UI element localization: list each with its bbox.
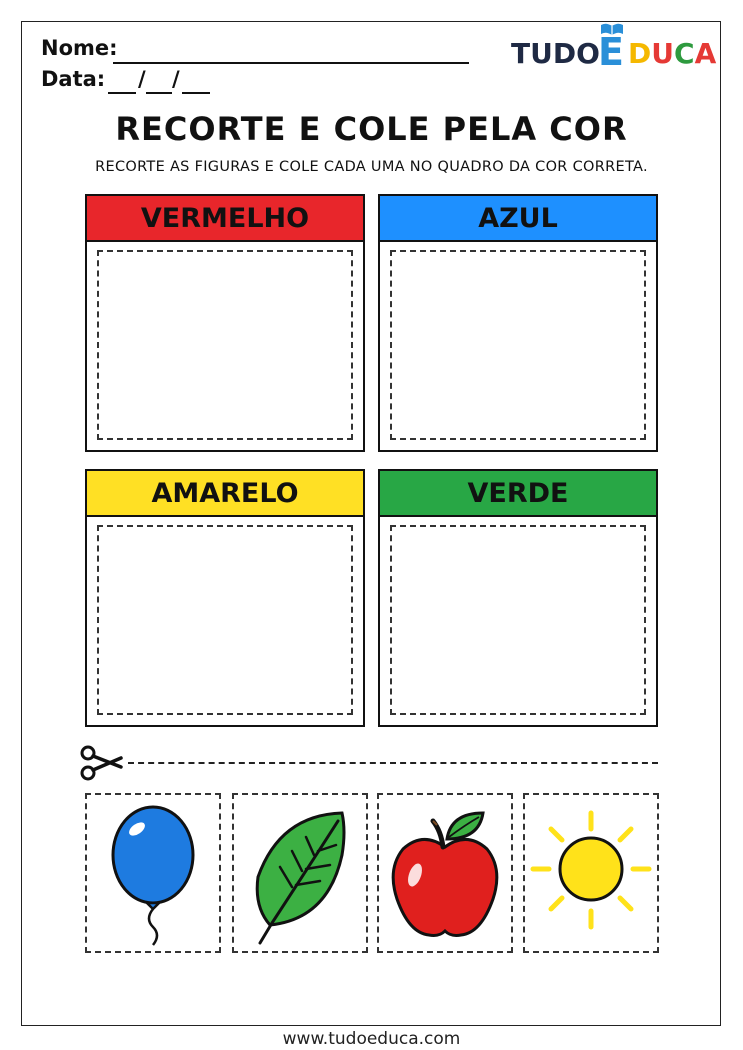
date-day-line[interactable] bbox=[108, 92, 136, 94]
color-box-red bbox=[85, 194, 365, 452]
logo-part-3 bbox=[628, 37, 716, 70]
color-box-green bbox=[378, 469, 658, 727]
logo-letter: U bbox=[651, 37, 674, 70]
paste-area[interactable] bbox=[390, 525, 646, 715]
paste-area[interactable] bbox=[390, 250, 646, 440]
apple-icon bbox=[379, 795, 511, 951]
page-title: RECORTE E COLE PELA COR bbox=[115, 110, 628, 148]
date-slash: / bbox=[172, 67, 180, 91]
color-box-blue bbox=[378, 194, 658, 452]
scissors-icon bbox=[79, 745, 123, 781]
cut-card-balloon[interactable] bbox=[85, 793, 221, 953]
paste-area[interactable] bbox=[97, 250, 353, 440]
color-box-header: VERMELHO bbox=[87, 196, 363, 242]
balloon-icon bbox=[87, 795, 219, 951]
date-label: Data: bbox=[41, 67, 106, 91]
cut-card-sun[interactable] bbox=[523, 793, 659, 953]
name-input-line[interactable] bbox=[113, 62, 469, 64]
cut-card-leaf[interactable] bbox=[232, 793, 368, 953]
color-box-header: AZUL bbox=[380, 196, 656, 242]
color-box-yellow bbox=[85, 469, 365, 727]
footer-url[interactable]: www.tudoeduca.com bbox=[282, 1029, 461, 1049]
leaf-icon bbox=[234, 795, 366, 951]
date-year-line[interactable] bbox=[182, 92, 210, 94]
name-label: Nome: bbox=[41, 36, 118, 60]
paste-area[interactable] bbox=[97, 525, 353, 715]
page-subtitle: RECORTE AS FIGURAS E COLE CADA UMA NO QUADRO DA COR CORRETA. bbox=[95, 159, 648, 175]
date-month-line[interactable] bbox=[146, 92, 172, 94]
logo-letter: D bbox=[628, 37, 652, 70]
date-slash: / bbox=[138, 67, 146, 91]
cut-card-apple[interactable] bbox=[377, 793, 513, 953]
logo-part-2: E bbox=[598, 30, 624, 74]
color-box-header: AMARELO bbox=[87, 471, 363, 517]
logo-letter: C bbox=[674, 37, 695, 70]
cut-line bbox=[128, 762, 658, 764]
sun-icon bbox=[525, 795, 657, 951]
logo-part-1: TUDO bbox=[511, 37, 600, 70]
logo-letter: A bbox=[694, 37, 717, 70]
color-box-header: VERDE bbox=[380, 471, 656, 517]
